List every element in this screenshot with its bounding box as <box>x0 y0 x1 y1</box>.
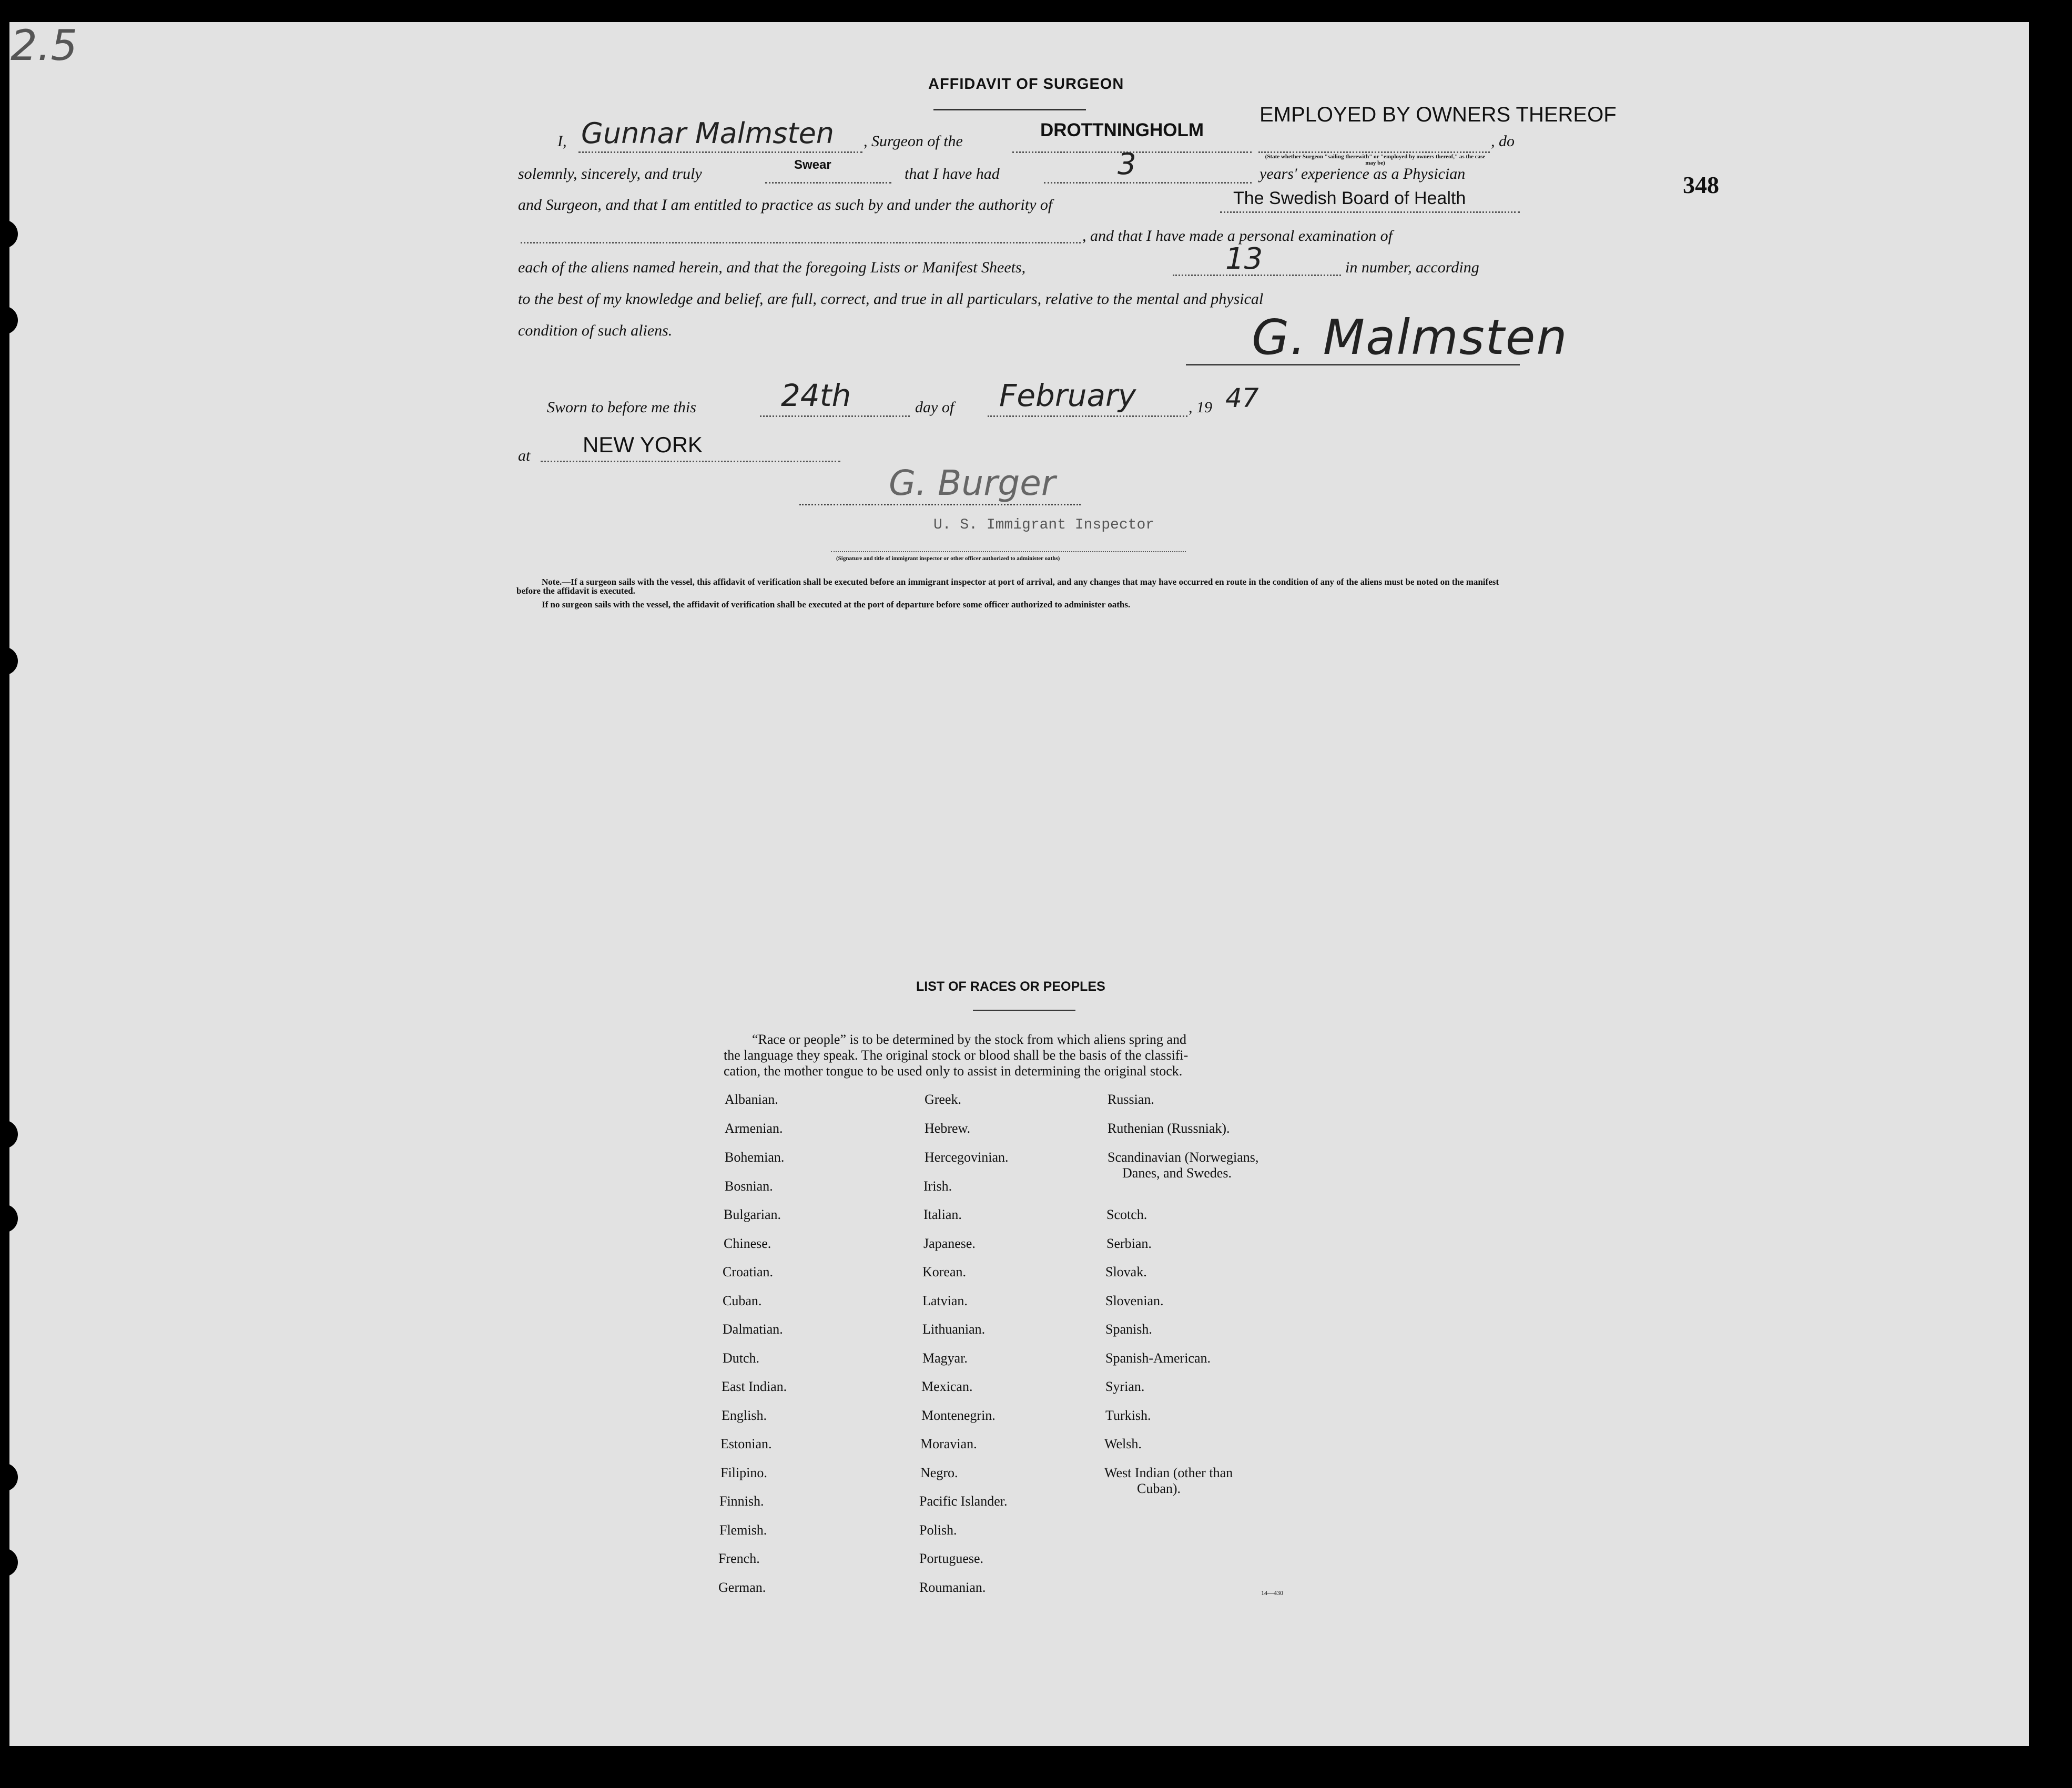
inspector-title: U. S. Immigrant Inspector <box>933 517 1155 533</box>
authority-value: The Swedish Board of Health <box>1233 188 1466 208</box>
race-item: Serbian. <box>1106 1236 1152 1251</box>
affidavit-title: AFFIDAVIT OF SURGEON <box>928 76 1124 93</box>
label-each-of-aliens: each of the aliens named herein, and that the foregoing Lists or Manifest Sheets, <box>518 259 1026 276</box>
race-item: Scandinavian (Norwegians, <box>1108 1150 1259 1165</box>
label-personal-exam: , and that I have made a personal examination of <box>1082 227 1393 245</box>
race-item: Dalmatian. <box>723 1322 783 1337</box>
race-item: Bulgarian. <box>724 1207 781 1222</box>
races-intro-line-1: “Race or people” is to be determined by the stock from which aliens spring and <box>752 1032 1186 1047</box>
race-item: Spanish-American. <box>1105 1350 1211 1366</box>
inspector-rule-2 <box>831 551 1186 552</box>
race-item: Slovenian. <box>1105 1293 1164 1308</box>
race-item: Albanian. <box>725 1092 778 1107</box>
label-do: , do <box>1491 133 1515 150</box>
race-item: German. <box>718 1580 766 1595</box>
race-item: French. <box>718 1551 760 1566</box>
race-item: Pacific Islander. <box>919 1494 1008 1509</box>
race-item: Estonian. <box>720 1436 772 1451</box>
races-intro-line-2: the language they speak. The original stock or blood shall be the basis of the classifi- <box>724 1048 1189 1063</box>
race-item: Turkish. <box>1105 1408 1151 1423</box>
race-item: Montenegrin. <box>921 1408 996 1423</box>
label-best-of-knowledge: to the best of my knowledge and belief, are full, correct, and true in all particulars, relative to the mental and physical <box>518 290 1264 308</box>
race-item: Syrian. <box>1105 1379 1145 1394</box>
sheets-value: 13 <box>1225 242 1263 276</box>
race-item: Finnish. <box>719 1494 764 1509</box>
race-item: Russian. <box>1108 1092 1154 1107</box>
sworn-month: February <box>999 378 1136 413</box>
race-item: Flemish. <box>719 1522 767 1538</box>
place-value: NEW YORK <box>583 432 703 457</box>
race-item: Negro. <box>920 1465 958 1480</box>
race-item: Scotch. <box>1106 1207 1147 1222</box>
dotted-line <box>760 415 910 417</box>
state-note: (State whether Surgeon "sailing therewith" or "employed by owners thereof," as the case may be) <box>1265 154 1486 166</box>
employment-note: EMPLOYED BY OWNERS THEREOF <box>1260 103 1617 126</box>
label-solemnly: solemnly, sincerely, and truly <box>518 165 702 182</box>
races-intro-line-3: cation, the mother tongue to be used only to assist in determining the original stock. <box>724 1063 1183 1079</box>
race-item: Lithuanian. <box>922 1322 986 1337</box>
label-i: I, <box>557 133 567 150</box>
races-title: LIST OF RACES OR PEOPLES <box>916 979 1105 994</box>
dotted-line <box>578 151 862 153</box>
race-item: English. <box>722 1408 767 1423</box>
note-1: Note.—If a surgeon sails with the vessel, this affidavit of verification shall be executed before an immigrant inspector at port of arrival, and any changes that may have occurred en route in the condition of any of the aliens must be noted on the manifest before the affidavit is executed. <box>516 577 1499 596</box>
race-item: Hebrew. <box>925 1121 971 1136</box>
signature-caption: (Signature and title of immigrant inspector or other officer authorized to administer oaths) <box>836 555 1060 562</box>
race-item: Chinese. <box>724 1236 771 1251</box>
margin-mark: 2.5 <box>11 21 78 70</box>
race-item: Latvian. <box>922 1293 968 1308</box>
race-item: Moravian. <box>920 1436 977 1451</box>
race-item: Armenian. <box>725 1121 783 1136</box>
dotted-line <box>988 415 1187 417</box>
form-number: 14—430 <box>1261 1589 1283 1597</box>
signature-rule <box>1186 364 1520 365</box>
oath-word: Swear <box>794 158 831 172</box>
race-item: Dutch. <box>723 1350 760 1366</box>
race-item: Cuban). <box>1137 1481 1181 1496</box>
label-condition: condition of such aliens. <box>518 322 673 339</box>
note-2: If no surgeon sails with the vessel, the affidavit of verification shall be executed at the port of departure before some officer authorized to administer oaths. <box>542 600 1131 609</box>
label-year-prefix: , 19 <box>1189 399 1212 416</box>
race-item: Danes, and Swedes. <box>1122 1165 1232 1181</box>
race-item: Slovak. <box>1105 1264 1147 1279</box>
dotted-line <box>1173 275 1341 276</box>
dotted-line <box>765 182 891 184</box>
inspector-signature: G. Burger <box>889 463 1055 503</box>
race-item: Ruthenian (Russniak). <box>1108 1121 1230 1136</box>
race-item: Irish. <box>923 1179 952 1194</box>
race-item: Italian. <box>923 1207 962 1222</box>
race-item: Polish. <box>919 1522 957 1538</box>
label-surgeon-of: , Surgeon of the <box>864 133 963 150</box>
years-value: 3 <box>1118 147 1136 181</box>
race-item: Japanese. <box>923 1236 976 1251</box>
label-and-surgeon: and Surgeon, and that I am entitled to practice as such by and under the authority of <box>518 196 1053 214</box>
label-at: at <box>518 447 531 464</box>
label-sworn: Sworn to before me this <box>547 399 696 416</box>
sworn-year: 47 <box>1225 383 1259 413</box>
race-item: Korean. <box>922 1264 967 1279</box>
race-item: Hercegovinian. <box>925 1150 1009 1165</box>
surgeon-name: Gunnar Malmsten <box>581 117 835 150</box>
label-have-had: that I have had <box>905 165 1000 182</box>
sworn-day: 24th <box>781 378 851 413</box>
dotted-line <box>1044 182 1252 184</box>
race-item: West Indian (other than <box>1104 1465 1233 1480</box>
race-item: Greek. <box>925 1092 962 1107</box>
race-item: Filipino. <box>720 1465 767 1480</box>
dotted-line <box>541 461 840 462</box>
race-item: Spanish. <box>1105 1322 1152 1337</box>
race-item: Portuguese. <box>919 1551 984 1566</box>
race-item: Croatian. <box>723 1264 774 1279</box>
dotted-line <box>1220 211 1520 213</box>
page-number: 348 <box>1683 171 1719 198</box>
races-title-rule <box>973 1010 1075 1011</box>
surgeon-signature: G. Malmsten <box>1252 309 1568 365</box>
label-years-experience: years' experience as a Physician <box>1260 165 1466 182</box>
race-item: Magyar. <box>922 1350 968 1366</box>
inspector-rule <box>799 504 1081 505</box>
title-rule <box>933 109 1086 110</box>
race-item: East Indian. <box>722 1379 787 1394</box>
document-page <box>9 22 2029 1746</box>
dotted-line <box>521 242 1081 243</box>
dotted-line <box>1258 151 1490 153</box>
vessel-name: DROTTNINGHOLM <box>1040 120 1204 140</box>
race-item: Cuban. <box>723 1293 762 1308</box>
race-item: Roumanian. <box>919 1580 986 1595</box>
race-item: Welsh. <box>1104 1436 1142 1451</box>
race-item: Bohemian. <box>725 1150 785 1165</box>
label-in-number: in number, according <box>1345 259 1479 276</box>
race-item: Bosnian. <box>725 1179 773 1194</box>
label-day-of: day of <box>915 399 954 416</box>
race-item: Mexican. <box>921 1379 973 1394</box>
